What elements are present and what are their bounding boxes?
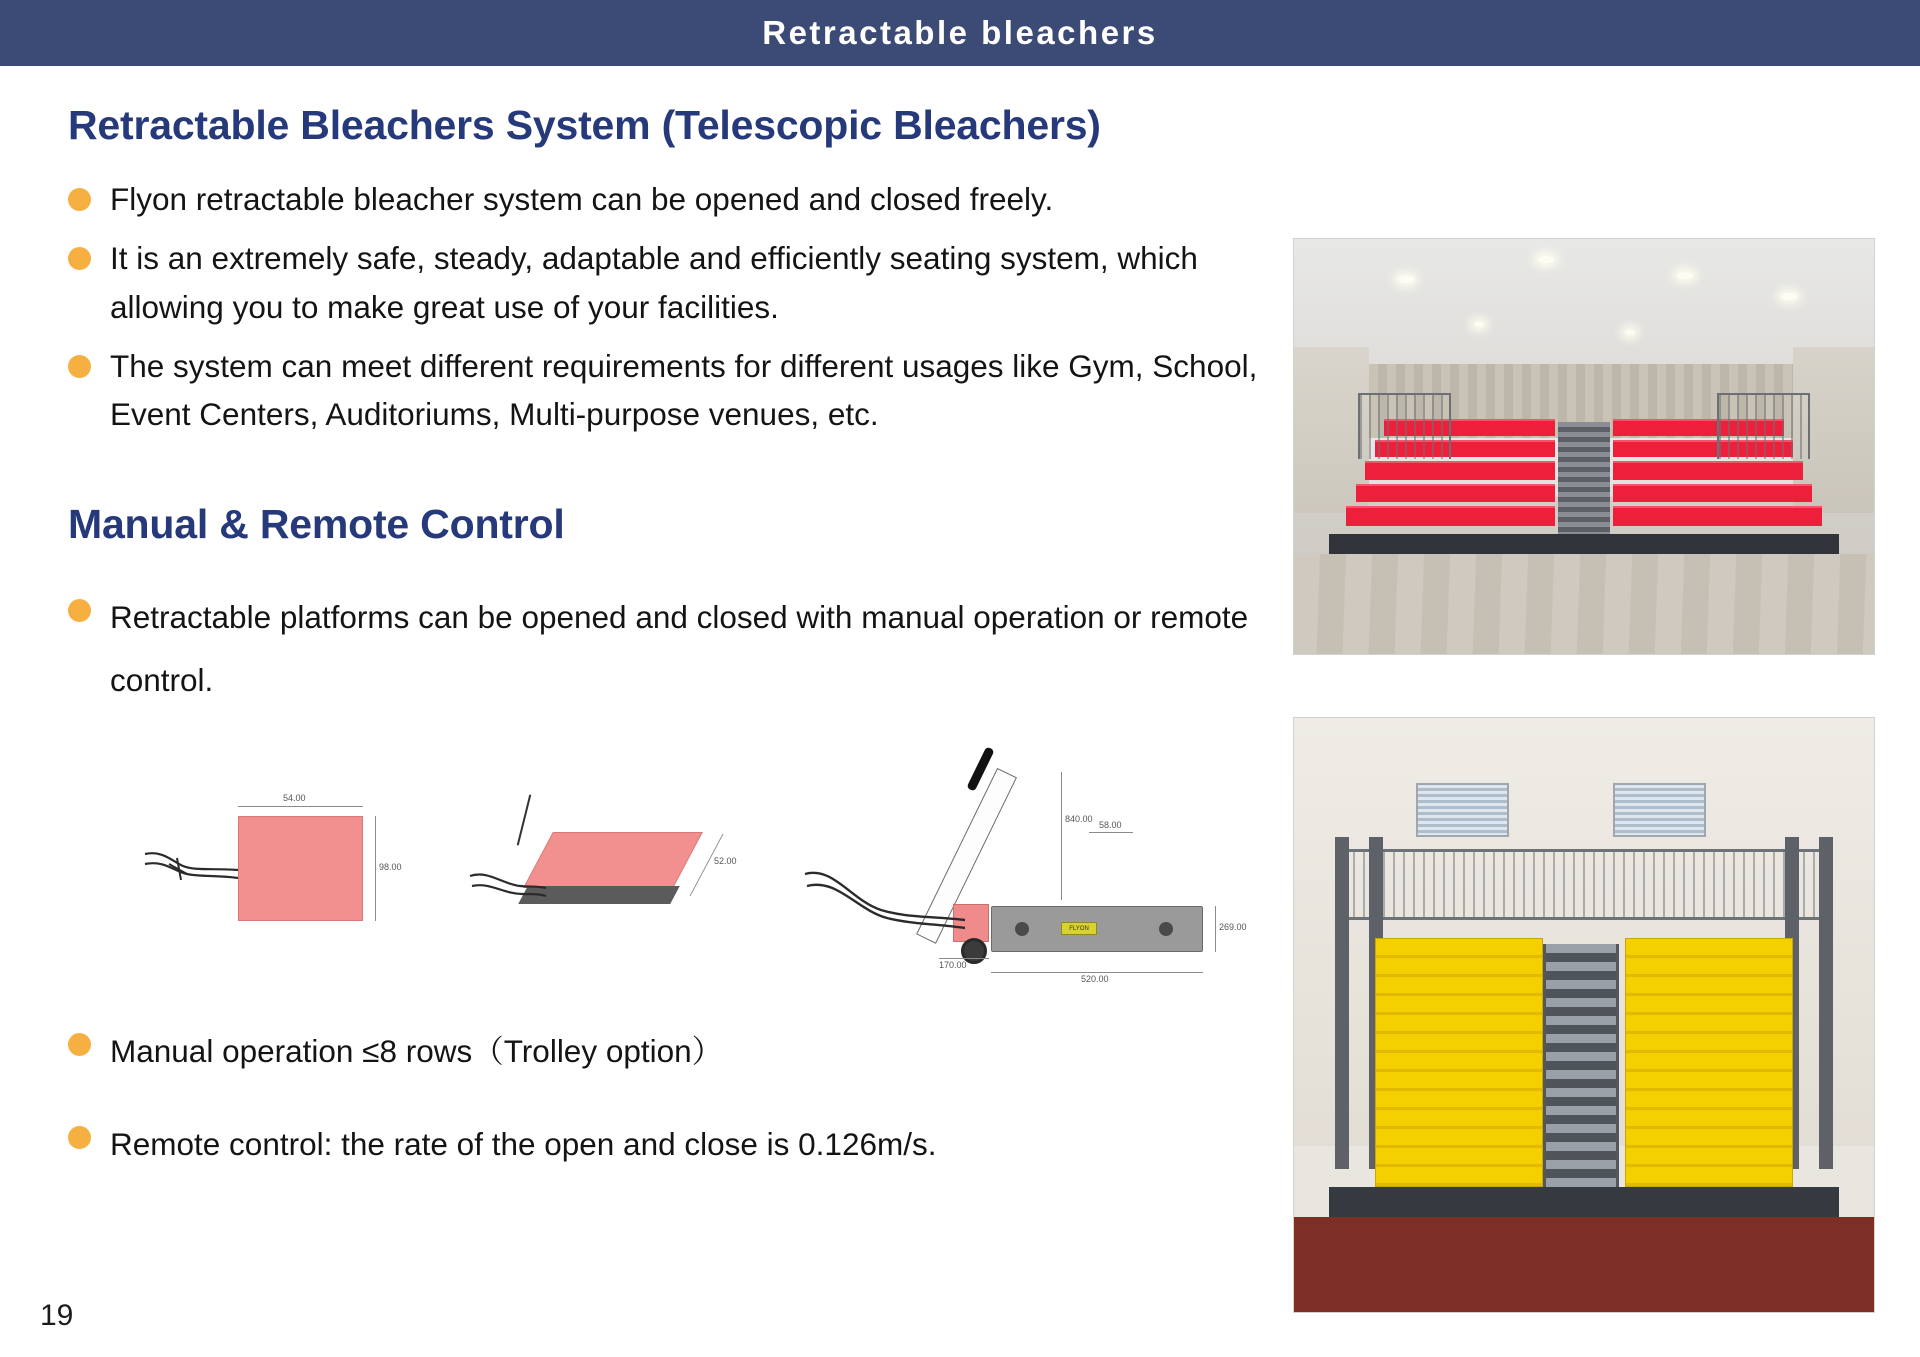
- ceiling-light-icon: [1781, 293, 1797, 300]
- dimension-line-horizontal: [1089, 832, 1133, 833]
- bullet-list-control-bottom: [68, 1020, 1288, 1176]
- section-title-bleachers-system: Retractable Bleachers System (Telescopic Bleachers): [68, 102, 1101, 148]
- dimension-label-offset: 170.00: [939, 960, 967, 971]
- list-item: [68, 175, 1288, 224]
- sports-floor: [1294, 1217, 1874, 1312]
- stand-base: [1329, 534, 1839, 555]
- dimension-line-horizontal: [939, 958, 989, 959]
- seat-row: [1356, 484, 1556, 503]
- dimension-label-length: 520.00: [1081, 974, 1109, 985]
- upper-rail-frame: [1340, 849, 1827, 920]
- wireless-remote-drawing: [468, 794, 768, 954]
- section-title-manual-remote-control: Manual & Remote Control: [68, 501, 565, 548]
- folded-seat-stack-left: [1375, 938, 1543, 1187]
- dimension-label-height: 269.00: [1219, 922, 1247, 933]
- trolley-drive-drawing: [803, 746, 1263, 996]
- remote-top-face: [523, 832, 703, 888]
- guard-rail-left: [1358, 393, 1451, 459]
- dimension-line-vertical: [375, 816, 376, 921]
- seat-row: [1613, 461, 1803, 480]
- bullet-dot-icon: [68, 599, 91, 622]
- bullet-dot-icon: [68, 355, 91, 378]
- bullet-text: Manual operation ≤8 rows（Trolley option）: [110, 1033, 724, 1070]
- guard-rail-right: [1717, 393, 1810, 459]
- bullet-dot-icon: [68, 1033, 91, 1056]
- support-column: [1335, 837, 1349, 1170]
- bullet-text: Flyon retractable bleacher system can be opened and closed freely.: [110, 181, 1054, 218]
- page-number: 19: [40, 1299, 74, 1332]
- window-louver-left: [1416, 783, 1509, 836]
- slide-body: [0, 66, 1920, 1357]
- seat-row: [1365, 461, 1555, 480]
- antenna-icon: [517, 795, 532, 846]
- control-devices-diagram: [68, 746, 1288, 996]
- trolley-nameplate: FLYON: [1061, 922, 1097, 935]
- bullet-text: Remote control: the rate of the open and close is 0.126m/s.: [110, 1126, 937, 1163]
- pendant-body: [238, 816, 363, 921]
- dimension-line-vertical: [1061, 772, 1062, 900]
- dimension-label-height: 98.00: [379, 862, 402, 873]
- dimension-label-height: 52.00: [714, 856, 737, 867]
- list-item: [68, 1020, 1288, 1083]
- slide-header-bar: [0, 0, 1920, 66]
- bullet-text: Retractable platforms can be opened and closed with manual operation or remote control.: [110, 599, 1249, 699]
- bullet-list-control-top: [68, 586, 1288, 712]
- photo-deployed-bleachers: [1293, 238, 1875, 655]
- list-item: [68, 234, 1288, 332]
- slide-header-title: Retractable bleachers: [762, 14, 1158, 51]
- folded-seat-stack-right: [1625, 938, 1793, 1187]
- left-content-column: [68, 102, 1288, 1206]
- dimension-label-handle-height: 840.00: [1065, 814, 1093, 825]
- window-louver-right: [1613, 783, 1706, 836]
- seat-row: [1346, 506, 1555, 526]
- bullet-list-system: [68, 175, 1288, 439]
- stand-base: [1329, 1187, 1839, 1217]
- seat-row: [1613, 506, 1822, 526]
- storage-scene: [1294, 718, 1874, 1312]
- bullet-text: It is an extremely safe, steady, adaptable and efficiently seating system, which allowing you to make great use of your facilities.: [110, 239, 1198, 325]
- dimension-line-vertical: [1215, 906, 1216, 952]
- remote-cable-icon: [468, 864, 548, 904]
- auditorium-scene: [1294, 239, 1874, 654]
- bullet-text: The system can meet different requirements for different usages like Gym, School, Event Centers, Auditoriums, Multi-purpose venues, etc.: [110, 347, 1258, 433]
- dimension-line-horizontal: [238, 806, 363, 807]
- folded-stairs: [1543, 944, 1618, 1188]
- center-stairs: [1558, 422, 1610, 547]
- trolley-cable-icon: [803, 866, 968, 936]
- manual-pendant-drawing: [143, 793, 403, 934]
- ceiling-light-icon: [1474, 322, 1484, 327]
- bullet-dot-icon: [68, 1126, 91, 1149]
- photo-retracted-bleachers: [1293, 717, 1875, 1313]
- wood-floor: [1294, 554, 1874, 654]
- dimension-line-horizontal: [991, 972, 1203, 973]
- ceiling-light-icon: [1538, 256, 1554, 263]
- pendant-cable-icon: [143, 848, 243, 888]
- bullet-dot-icon: [68, 188, 91, 211]
- seat-row: [1613, 484, 1813, 503]
- dimension-label-width: 54.00: [283, 793, 306, 804]
- list-item: [68, 342, 1288, 440]
- dimension-label-small: 58.00: [1099, 820, 1122, 831]
- list-item: [68, 1113, 1288, 1176]
- bullet-dot-icon: [68, 247, 91, 270]
- support-column: [1819, 837, 1833, 1170]
- list-item: [68, 586, 1288, 712]
